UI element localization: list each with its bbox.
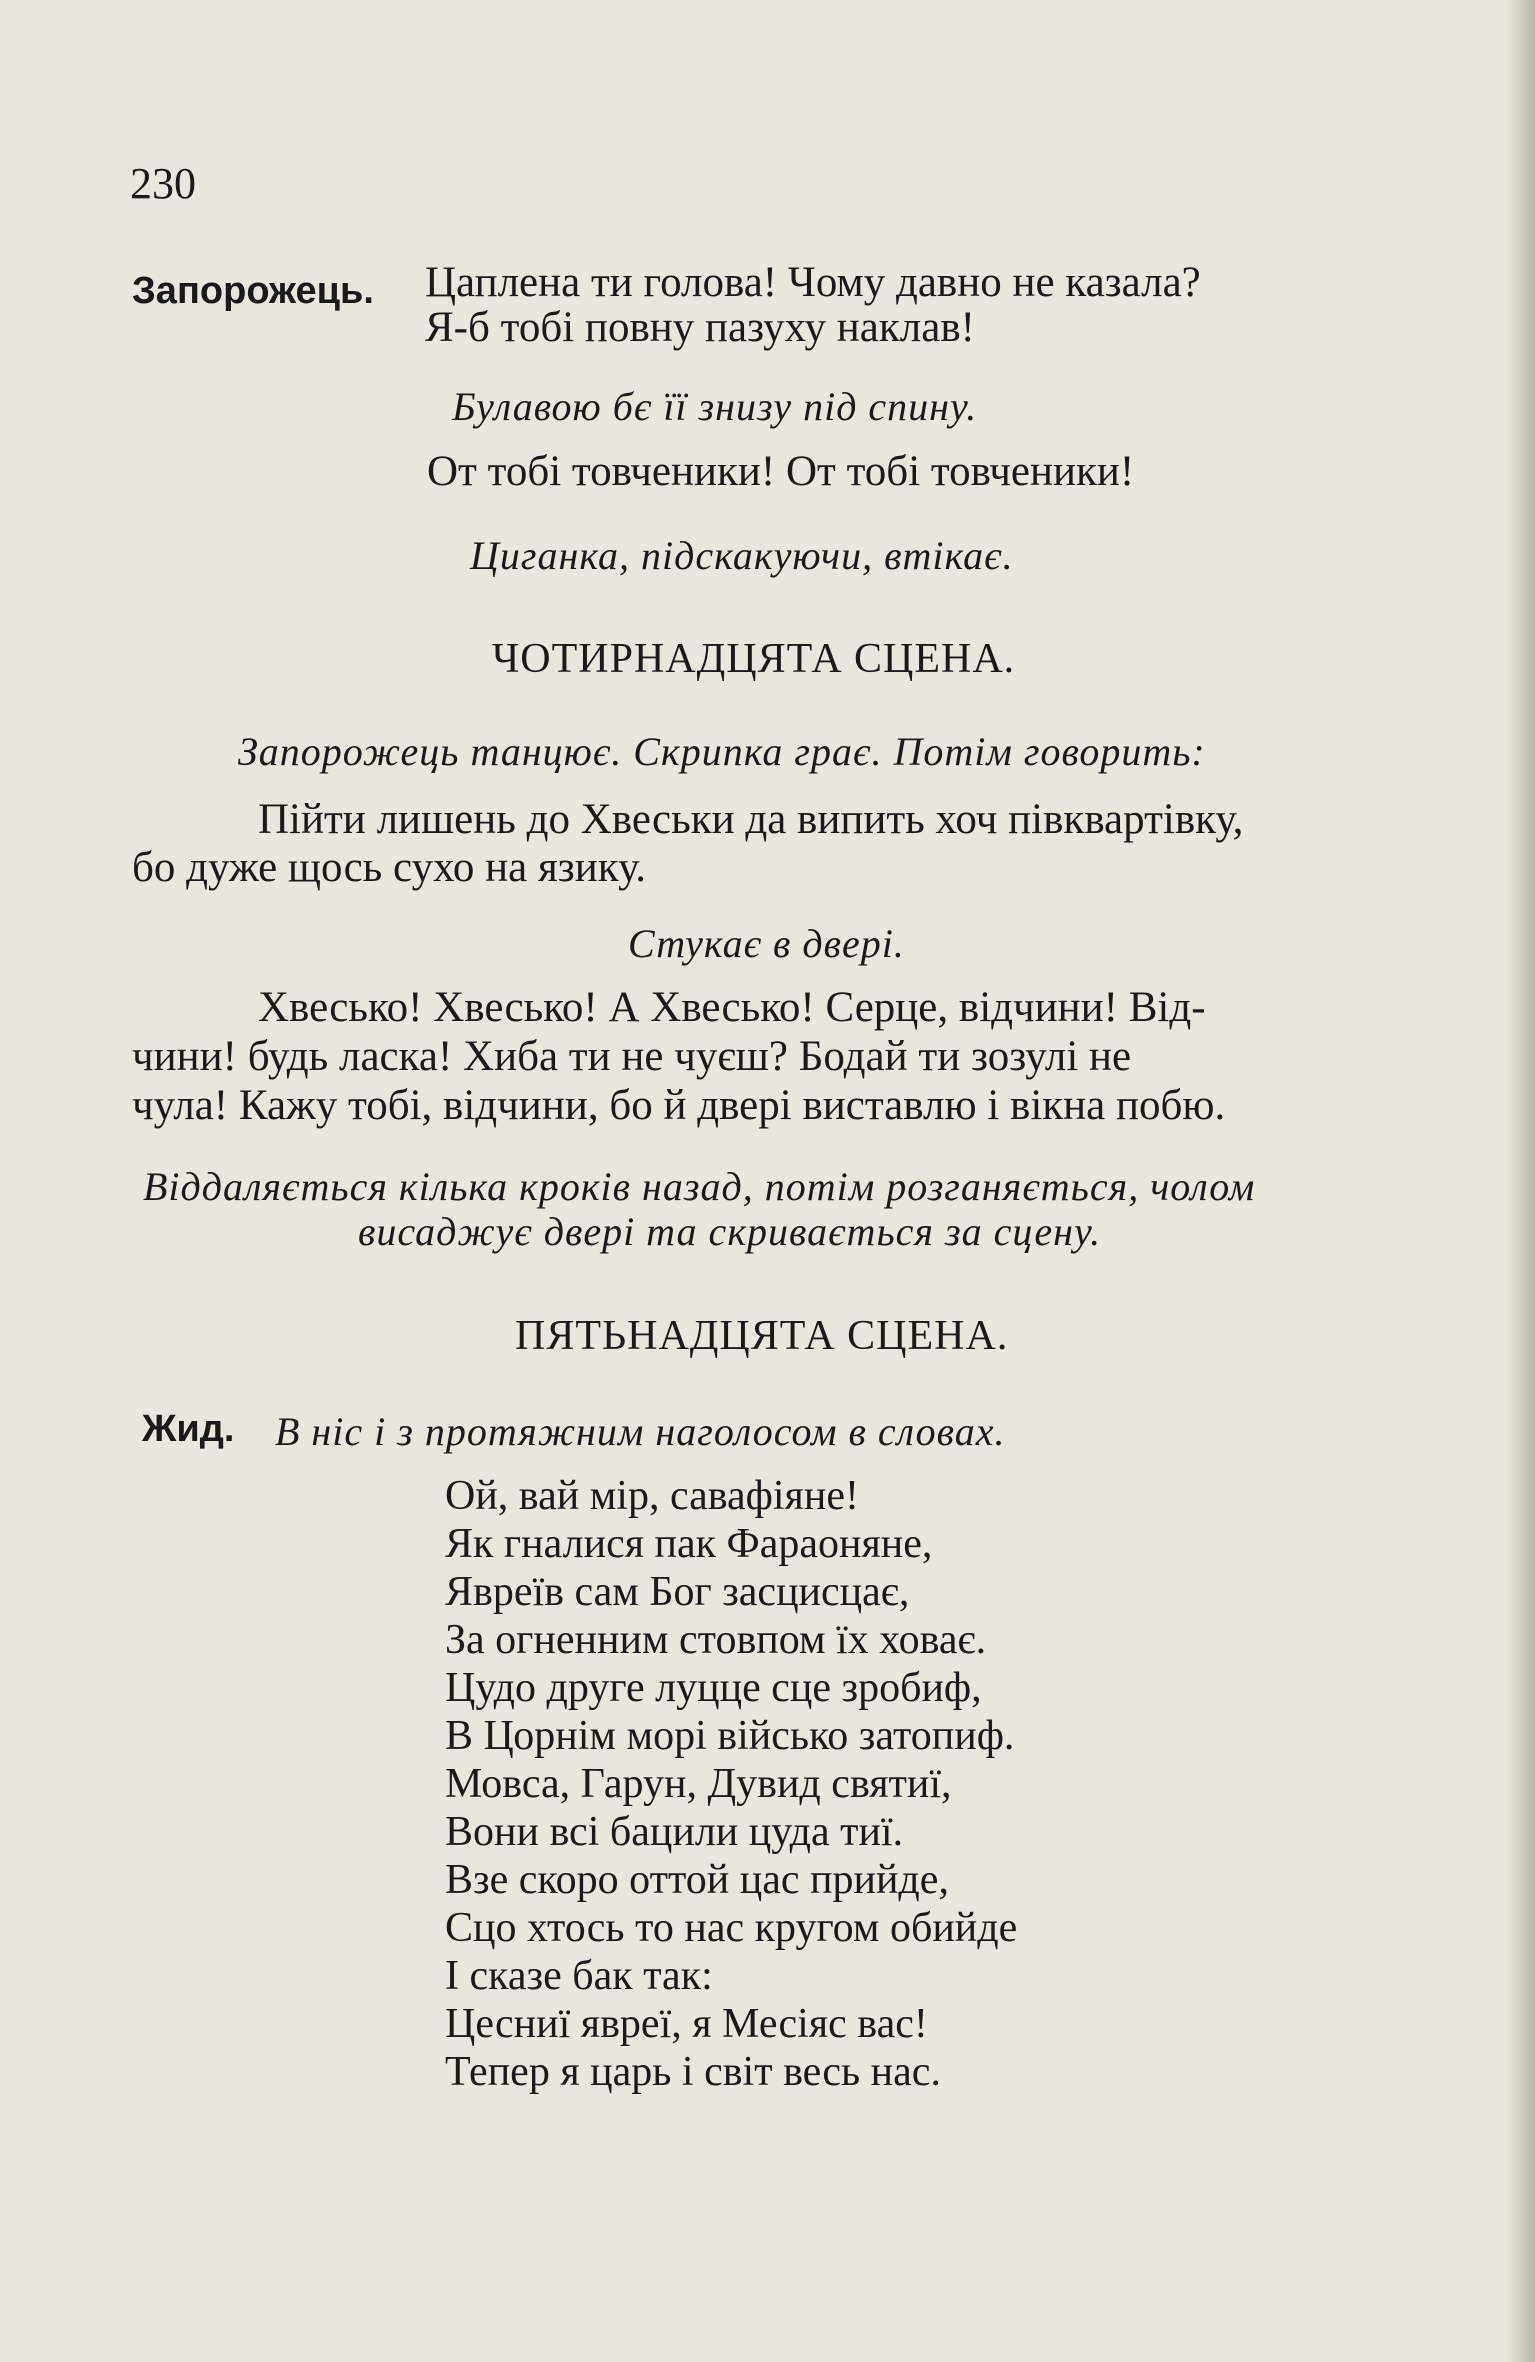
dialogue-line: бо дуже щось сухо на язику. [132,844,647,891]
dialogue-line: От тобі товченики! От тобі товченики! [427,448,1135,495]
page-edge-shadow [1505,0,1535,2362]
stage-direction: Булавою бє її знизу під спину. [452,384,978,429]
stage-direction: В ніс і з протяжним наголосом в словах. [275,1409,1006,1454]
verse-line: Цесниї явреї, я Месіяс вас! [445,2001,928,2047]
dialogue-line: чини! будь ласка! Хиба ти не чуєш? Бодай ти зозулі не [132,1033,1132,1080]
verse-line: Взе скоро оттой цас прийде, [445,1857,949,1903]
stage-direction: висаджує двері та скривається за сцену. [358,1209,1102,1254]
stage-direction: Запорожець танцює. Скрипка грає. Потім говорить: [238,729,1206,774]
stage-direction: Циганка, підскакуючи, втікає. [470,533,1014,578]
dialogue-line: Цаплена ти голова! Чому давно не казала? [425,259,1201,306]
scene-heading-15: ПЯТЬНАДЦЯТА СЦЕНА. [515,1313,1009,1359]
verse-line: І сказе бак так: [445,1953,713,1999]
dialogue-line: чула! Кажу тобі, відчини, бо й двері виставлю і вікна побю. [132,1082,1226,1129]
dialogue-line: Я-б тобі повну пазуху наклав! [425,304,975,351]
verse-line: Явреїв сам Бог засцисцає, [445,1569,910,1615]
speaker-zaporozhets: Запорожець. [132,270,374,312]
speaker-zhyd: Жид. [142,1408,235,1450]
verse-line: Цудо друге луцце сце зробиф, [445,1665,982,1711]
stage-direction: Віддаляється кілька кроків назад, потім розганяється, чолом [143,1164,1256,1209]
scene-heading-14: ЧОТИРНАДЦЯТА СЦЕНА. [492,636,1016,682]
dialogue-line: Хвесько! Хвесько! А Хвесько! Серце, відчини! Від- [258,984,1206,1031]
stage-direction: Стукає в двері. [628,921,905,966]
verse-line: Ой, вай мір, савафіяне! [445,1473,859,1519]
verse-line: За огненним стовпом їх ховає. [445,1617,987,1663]
dialogue-line: Пійти лишень до Хвеськи да випить хоч півквартівку, [258,796,1244,843]
verse-line: Тепер я царь і світ весь нас. [445,2049,941,2095]
verse-line: В Цорнім морі військо затопиф. [445,1713,1015,1759]
verse-line: Як гналися пак Фараоняне, [445,1521,933,1567]
verse-line: Мовса, Гарун, Дувид святиї, [445,1761,952,1807]
page-number: 230 [130,159,196,208]
verse-line: Сцо хтось то нас кругом обийде [445,1905,1018,1951]
verse-line: Вони всі бацили цуда тиї. [445,1809,904,1855]
